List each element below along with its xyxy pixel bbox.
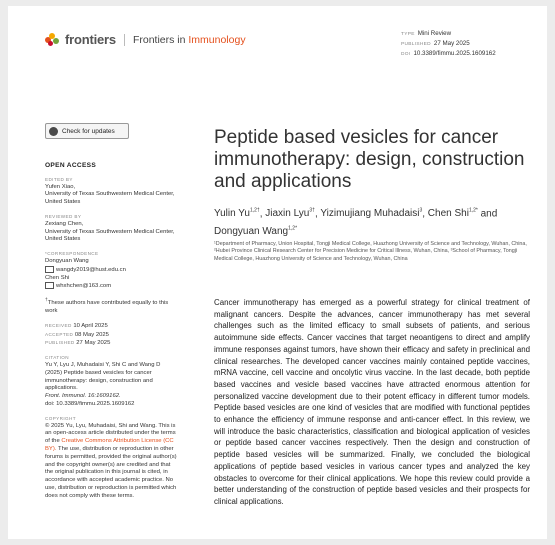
abstract: Cancer immunotherapy has emerged as a powerful strategy for clinical treatment of malignant cancers. Despite the advances, cancer immunotherapy has met several challenges such as the limited efficacy to small subsets of patients, and serious autoimmune side effects. Cancer vaccines that target neoantigens to direct and amplify immune responses against tumors, have shown their efficacy and safety in preclinical and clinical researches. The developed cancer vaccines mainly contained peptide vaccines, mRNA vaccine, cell vaccine and oncolytic virus vaccine. In the last decade, both peptide based vaccines and vesicle based vaccines have attracted enormous attention for personalized vaccine development due to their potent efficacy in different tumor models. Peptide based vesicles are one kind of vesicles that are modified with functional peptides to enhance the efficiency of immune response and anti-cancer effect. In this review, we will introduce the basic characteristics, classification and biological application of vesicles or peptide based cancer vaccines respectively. Then the design and construction of peptide based vesicles will be summarized. Finally, we concluded the biological applications of peptide based vesicles in various cancer types and analyzed the key obstacles to overcome for their clinical applications. We hope this review could provide a better understanding of the construction of peptide based vesicles and their prospects for clinical applications. [214, 298, 530, 506]
affiliations: ¹Department of Pharmacy, Union Hospital, Tongji Medical College, Huazhong University of Science and Technology, Wuhan, China, ²Hubei Province Clinical Research Center for Precision Medicine for Critical Illness, Wuhan, China, ³School of Pharmacy, Tongji Medical College, Huazhong University of Science and Technology, Wuhan, China [214, 241, 527, 262]
journal-title: Frontiers in Immunology [124, 34, 246, 46]
mail-icon [45, 266, 54, 273]
page [8, 6, 547, 539]
article-title: Peptide based vesicles for cancer immunotherapy: design, construction and applications [214, 127, 525, 192]
author[interactable]: Chen Shi$^{1,2*}$ [427, 208, 478, 220]
author[interactable]: Jiaxin Lyu$^{3\dagger}$ [265, 208, 315, 220]
check-for-updates-button[interactable]: Check for updates [45, 123, 129, 139]
citation-text: Yu Y, Lyu J, Muhadaisi Y, Shi C and Wang D (2025) Peptide based vesicles for cancer immunotherapy: design, construction and applications. [45, 362, 161, 392]
update-icon [49, 127, 58, 136]
email-link[interactable]: whxhchen@163.com [56, 283, 112, 290]
author-list: Yulin $Yu^{1,2\dagger}$, Jiaxin Lyu$^{3\dagger}$, Yizimujiang Muhadaisi$^3$, Chen Shi$^{1,2*}$ and Dongyuan Wang$^{1,2*}$ [214, 208, 498, 237]
reviewer-name: Zexiang Chen, [45, 220, 84, 227]
frontiers-logo-icon [45, 33, 62, 47]
open-access-label: OPEN ACCESS [45, 162, 97, 169]
author[interactable]: Yizimujiang Muhadaisi$^3$ [320, 208, 423, 220]
copyright-text: © 2025 Yu, Lyu, Muhadaisi, Shi and Wang. This is an open-access article distributed under the terms of the Creative Commons Attribution License (CC BY). The use, distribution or reproduction in other forums is permitted, provided the original author(s) and the copyright owner(s) are credited and that the original publication in this journal is cited, in accordance with accepted academic practice. No use, distribution or reproduction is permitted which does not comply with these terms. [45, 422, 177, 499]
cc-by-link[interactable]: Creative Commons Attribution License (CC BY). [45, 438, 174, 452]
author[interactable]: Yulin $Yu^{1,2\dagger}$ [214, 208, 260, 220]
email-link[interactable]: wangdy2019@hust.edu.cn [56, 266, 126, 273]
frontiers-logo[interactable] [45, 32, 246, 47]
editor-name: Yufen Xiao, [45, 183, 76, 190]
doi-link[interactable]: 10.3389/fimmu.2025.1609162 [413, 50, 496, 58]
sidebar: OPEN ACCESS EDITED BY Yufen Xiao, University of Texas Southwestern Medical Center, United States REVIEWED BY Zexiang Chen, University of Texas Southwestern Medical Center, United States *CORRESPONDENCE Dongyuan Wang wangdy2019@hust.edu.cn Chen Shi whxhchen@163.com †These authors have contributed equally to this work RECEIVED 10 April 2025 ACCEPTED 08 May 2025 PUBLISHED 27 May 2025 CITATION Yu Y, Lyu J, Muhadaisi Y, Shi C and Wang D (2025) Peptide based vesicles for cancer immunotherapy: design, construction and applications. Front. Immunol. 16:1609162. doi: 10.3389/fimmu.2025.1609162 COPYRIGHT © 2025 Yu, Lyu, Muhadaisi, Shi and Wang. This is an open-access article distributed under the terms of the Creative Commons Attribution License (CC BY). The use, distribution or reproduction in other forums is permitted, provided the original author(s) and the copyright owner(s) are credited and that the original publication in this journal is cited, in accordance with accepted academic practice. No use, distribution or reproduction is permitted which does not comply with these terms. [45, 162, 177, 499]
mail-icon [45, 282, 54, 289]
brand-name: frontiers [65, 32, 116, 47]
article-meta: TYPE Mini Review PUBLISHED 27 May 2025 DOI 10.3389/fimmu.2025.1609162 [401, 30, 496, 58]
author[interactable]: Dongyuan Wang$^{1,2*}$ [214, 225, 298, 237]
